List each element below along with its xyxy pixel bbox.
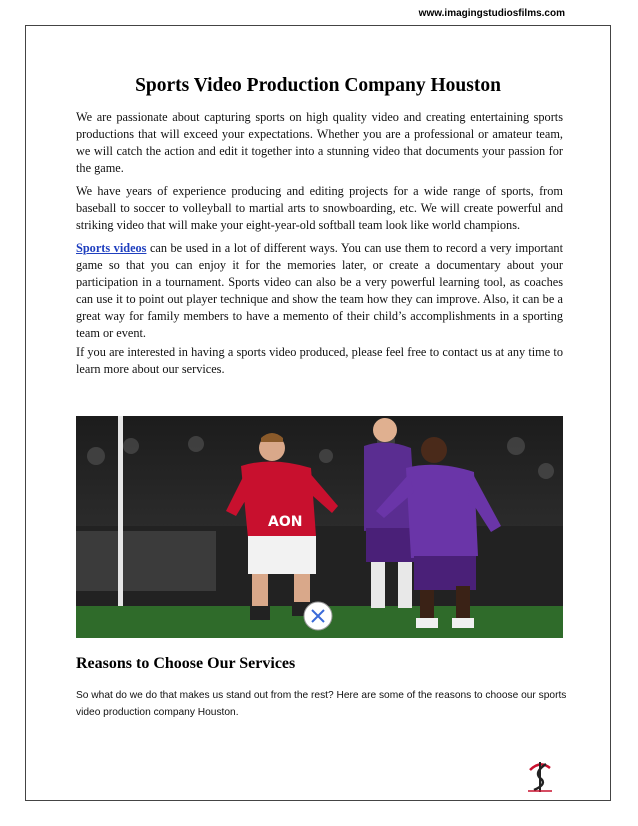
intro-paragraph: We are passionate about capturing sports on high quality video and creating entertaining sports productions that will exceed your expectations. Whether you are a professional or amateur team, we will catch the action and edit it together into a stunning video that documents your passion for the game. [76,110,563,175]
section-heading: Reasons to Choose Our Services [76,655,296,672]
section-paragraph: So what do we do that makes us stand out from the rest? Here are some of the reasons to choose our sports video production company Houston. [76,690,567,718]
uses-paragraph-text: can be used in a lot of different ways. You can use them to record a very important game so that you can enjoy it for the memories later, or create a documentary about your participation in a tournament. Sports video can also be a very powerful learning tool, as coaches can use it to point out player technique and show the team how they can improve. Also, it can be a great way for family members to have a memento of their child’s accomplishments in a sporting team or event. [76,241,563,340]
page-title: Sports Video Production Company Houston [135,75,501,96]
contact-paragraph: If you are interested in having a sports video produced, please feel free to contact us at any time to learn more about our services. [76,345,563,376]
sports-videos-link[interactable]: Sports videos [76,241,147,255]
uses-paragraph [76,240,563,342]
company-logo [524,758,556,794]
is-monogram-icon [524,758,556,794]
soccer-match-illustration [76,416,563,638]
header-website-url: www.imagingstudiosfilms.com [418,8,565,19]
experience-paragraph: We have years of experience producing and editing projects for a wide range of sports, from baseball to soccer to volleyball to martial arts to snowboarding, etc. We will create powerful and striking video that will make your eight-year-old softball team look like world champions. [76,184,563,232]
soccer-match-photo [76,416,563,638]
jersey-sponsor-text: AON [268,514,303,530]
goal-post [118,416,123,606]
